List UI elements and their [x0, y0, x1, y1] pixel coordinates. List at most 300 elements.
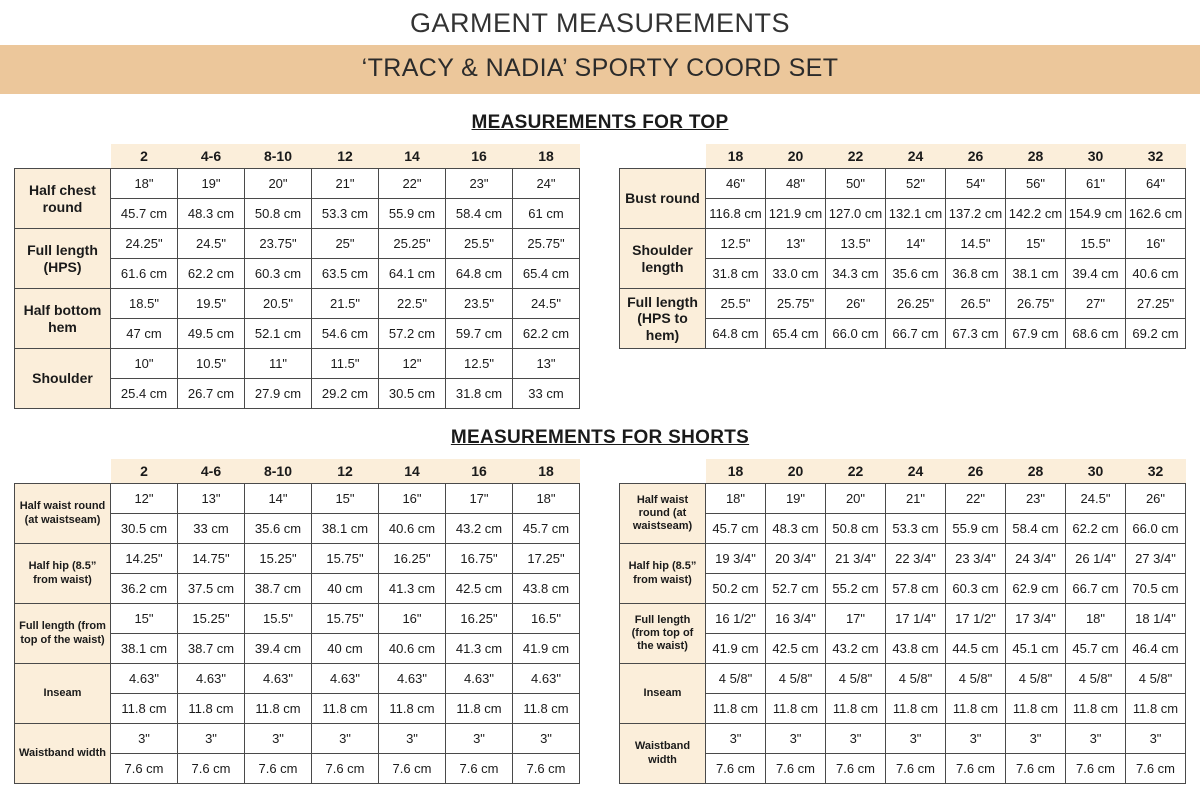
cell-cm: 30.5 cm — [379, 379, 446, 409]
cell-inches: 4 5/8" — [946, 664, 1006, 694]
row-label: Half hip (8.5” from waist) — [15, 544, 111, 604]
cell-cm: 33 cm — [178, 514, 245, 544]
cell-cm: 55.9 cm — [946, 514, 1006, 544]
size-header-16: 16 — [446, 144, 513, 169]
cell-cm: 66.0 cm — [826, 319, 886, 349]
cell-cm: 11.8 cm — [886, 694, 946, 724]
cell-cm: 40.6 cm — [1126, 259, 1186, 289]
cell-inches: 16" — [379, 604, 446, 634]
cell-inches: 22.5" — [379, 289, 446, 319]
cell-inches: 4.63" — [312, 664, 379, 694]
cell-cm: 52.7 cm — [766, 574, 826, 604]
cell-cm: 50.8 cm — [826, 514, 886, 544]
cell-cm: 53.3 cm — [312, 199, 379, 229]
cell-inches: 15.5" — [245, 604, 312, 634]
cell-cm: 25.4 cm — [111, 379, 178, 409]
cell-cm: 57.8 cm — [886, 574, 946, 604]
cell-cm: 33 cm — [513, 379, 580, 409]
cell-cm: 11.8 cm — [766, 694, 826, 724]
size-header-18: 18 — [513, 144, 580, 169]
cell-cm: 64.8 cm — [706, 319, 766, 349]
cell-inches: 52" — [886, 169, 946, 199]
cell-cm: 42.5 cm — [766, 634, 826, 664]
cell-inches: 3" — [1006, 724, 1066, 754]
cell-cm: 62.9 cm — [1006, 574, 1066, 604]
cell-cm: 49.5 cm — [178, 319, 245, 349]
cell-cm: 7.6 cm — [111, 754, 178, 784]
table-row — [15, 544, 580, 574]
size-header-8-10: 8-10 — [245, 144, 312, 169]
cell-cm: 31.8 cm — [446, 379, 513, 409]
cell-inches: 14.25" — [111, 544, 178, 574]
cell-cm: 52.1 cm — [245, 319, 312, 349]
cell-inches: 15.5" — [1066, 229, 1126, 259]
size-header-row — [15, 459, 580, 484]
cell-inches: 16" — [1126, 229, 1186, 259]
cell-inches: 23.75" — [245, 229, 312, 259]
cell-cm: 59.7 cm — [446, 319, 513, 349]
cell-inches: 4 5/8" — [886, 664, 946, 694]
size-header-32: 32 — [1126, 144, 1186, 169]
cell-inches: 18" — [1066, 604, 1126, 634]
cell-inches: 19 3/4" — [706, 544, 766, 574]
section-heading-shorts: MEASUREMENTS FOR SHORTS — [450, 427, 750, 448]
row-label: Full length (HPS to hem) — [620, 289, 706, 349]
size-header-26: 26 — [946, 459, 1006, 484]
table-row — [620, 169, 1186, 199]
cell-cm: 69.2 cm — [1126, 319, 1186, 349]
cell-cm: 70.5 cm — [1126, 574, 1186, 604]
cell-cm: 66.7 cm — [886, 319, 946, 349]
cell-cm: 60.3 cm — [245, 259, 312, 289]
cell-cm: 45.1 cm — [1006, 634, 1066, 664]
cell-cm: 7.6 cm — [766, 754, 826, 784]
cell-cm: 11.8 cm — [1066, 694, 1126, 724]
top-left-table-wrapper — [14, 144, 580, 409]
cell-cm: 40 cm — [312, 634, 379, 664]
cell-cm: 11.8 cm — [379, 694, 446, 724]
cell-cm: 7.6 cm — [886, 754, 946, 784]
shorts-measurements-table-small-sizes — [14, 459, 580, 784]
cell-inches: 4 5/8" — [826, 664, 886, 694]
cell-inches: 17" — [826, 604, 886, 634]
cell-inches: 27" — [1066, 289, 1126, 319]
cell-inches: 4 5/8" — [1126, 664, 1186, 694]
cell-inches: 12.5" — [706, 229, 766, 259]
cell-cm: 11.8 cm — [1126, 694, 1186, 724]
table-row — [620, 604, 1186, 634]
cell-inches: 16" — [379, 484, 446, 514]
row-label: Half waist round (at waistseam) — [620, 484, 706, 544]
cell-inches: 64" — [1126, 169, 1186, 199]
cell-cm: 7.6 cm — [1066, 754, 1126, 784]
cell-inches: 16.25" — [379, 544, 446, 574]
cell-cm: 55.2 cm — [826, 574, 886, 604]
cell-inches: 14" — [886, 229, 946, 259]
row-label: Waistband width — [620, 724, 706, 784]
cell-cm: 62.2 cm — [1066, 514, 1126, 544]
cell-inches: 24.25" — [111, 229, 178, 259]
cell-inches: 13" — [766, 229, 826, 259]
cell-cm: 67.9 cm — [1006, 319, 1066, 349]
cell-inches: 4 5/8" — [1006, 664, 1066, 694]
cell-cm: 44.5 cm — [946, 634, 1006, 664]
size-header-2: 2 — [111, 459, 178, 484]
cell-inches: 4.63" — [513, 664, 580, 694]
cell-inches: 61" — [1066, 169, 1126, 199]
cell-cm: 27.9 cm — [245, 379, 312, 409]
cell-cm: 11.8 cm — [826, 694, 886, 724]
cell-cm: 7.6 cm — [1126, 754, 1186, 784]
cell-inches: 4 5/8" — [1066, 664, 1126, 694]
table-row — [15, 349, 580, 379]
cell-inches: 18" — [513, 484, 580, 514]
size-header-2: 2 — [111, 144, 178, 169]
cell-inches: 24.5" — [513, 289, 580, 319]
cell-inches: 20 3/4" — [766, 544, 826, 574]
cell-inches: 3" — [446, 724, 513, 754]
header-spacer — [15, 144, 111, 169]
table-row — [15, 724, 580, 754]
cell-inches: 25.25" — [379, 229, 446, 259]
top-right-table-wrapper — [619, 144, 1186, 409]
cell-cm: 30.5 cm — [111, 514, 178, 544]
cell-inches: 15" — [111, 604, 178, 634]
cell-inches: 23" — [1006, 484, 1066, 514]
table-row — [15, 229, 580, 259]
cell-inches: 3" — [111, 724, 178, 754]
cell-cm: 45.7 cm — [513, 514, 580, 544]
cell-cm: 43.8 cm — [886, 634, 946, 664]
cell-inches: 21" — [886, 484, 946, 514]
cell-cm: 50.2 cm — [706, 574, 766, 604]
cell-inches: 22" — [379, 169, 446, 199]
top-measurements-table-plus-sizes — [619, 144, 1186, 349]
cell-inches: 3" — [245, 724, 312, 754]
size-header-30: 30 — [1066, 459, 1126, 484]
cell-cm: 62.2 cm — [513, 319, 580, 349]
page-title: GARMENT MEASUREMENTS — [409, 8, 791, 38]
cell-inches: 3" — [1066, 724, 1126, 754]
shorts-right-table-wrapper — [619, 459, 1186, 784]
cell-inches: 15" — [1006, 229, 1066, 259]
cell-inches: 4 5/8" — [766, 664, 826, 694]
size-header-24: 24 — [886, 144, 946, 169]
cell-cm: 47 cm — [111, 319, 178, 349]
cell-inches: 4.63" — [379, 664, 446, 694]
top-measurements-table-small-sizes — [14, 144, 580, 409]
cell-cm: 38.1 cm — [111, 634, 178, 664]
cell-cm: 116.8 cm — [706, 199, 766, 229]
header-spacer — [620, 459, 706, 484]
cell-inches: 19" — [766, 484, 826, 514]
size-header-18: 18 — [706, 144, 766, 169]
cell-cm: 53.3 cm — [886, 514, 946, 544]
cell-inches: 22 3/4" — [886, 544, 946, 574]
cell-inches: 26" — [1126, 484, 1186, 514]
cell-inches: 15.25" — [245, 544, 312, 574]
cell-cm: 65.4 cm — [766, 319, 826, 349]
cell-cm: 61.6 cm — [111, 259, 178, 289]
cell-inches: 3" — [513, 724, 580, 754]
cell-cm: 43.2 cm — [826, 634, 886, 664]
cell-inches: 17" — [446, 484, 513, 514]
cell-inches: 17 1/2" — [946, 604, 1006, 634]
cell-cm: 65.4 cm — [513, 259, 580, 289]
cell-cm: 11.8 cm — [513, 694, 580, 724]
size-header-4-6: 4-6 — [178, 459, 245, 484]
size-header-24: 24 — [886, 459, 946, 484]
size-header-32: 32 — [1126, 459, 1186, 484]
cell-cm: 63.5 cm — [312, 259, 379, 289]
cell-inches: 25.5" — [446, 229, 513, 259]
header-spacer — [620, 144, 706, 169]
cell-cm: 11.8 cm — [706, 694, 766, 724]
row-label: Full length (from top of the waist) — [620, 604, 706, 664]
cell-inches: 3" — [886, 724, 946, 754]
table-row — [620, 544, 1186, 574]
cell-cm: 11.8 cm — [946, 694, 1006, 724]
row-label: Inseam — [620, 664, 706, 724]
cell-inches: 4.63" — [111, 664, 178, 694]
cell-cm: 7.6 cm — [178, 754, 245, 784]
table-row — [620, 229, 1186, 259]
cell-cm: 58.4 cm — [1006, 514, 1066, 544]
cell-inches: 15" — [312, 484, 379, 514]
cell-cm: 54.6 cm — [312, 319, 379, 349]
cell-cm: 137.2 cm — [946, 199, 1006, 229]
table-row — [620, 289, 1186, 319]
cell-cm: 40 cm — [312, 574, 379, 604]
cell-cm: 45.7 cm — [1066, 634, 1126, 664]
cell-inches: 26.25" — [886, 289, 946, 319]
cell-cm: 60.3 cm — [946, 574, 1006, 604]
cell-inches: 15.75" — [312, 544, 379, 574]
size-header-18: 18 — [706, 459, 766, 484]
cell-cm: 11.8 cm — [111, 694, 178, 724]
size-header-20: 20 — [766, 459, 826, 484]
cell-cm: 11.8 cm — [1006, 694, 1066, 724]
cell-inches: 25.75" — [766, 289, 826, 319]
cell-inches: 3" — [379, 724, 446, 754]
cell-cm: 37.5 cm — [178, 574, 245, 604]
cell-cm: 7.6 cm — [245, 754, 312, 784]
cell-cm: 7.6 cm — [826, 754, 886, 784]
cell-cm: 50.8 cm — [245, 199, 312, 229]
cell-inches: 12" — [111, 484, 178, 514]
table-row — [15, 289, 580, 319]
cell-cm: 43.8 cm — [513, 574, 580, 604]
cell-inches: 16 3/4" — [766, 604, 826, 634]
cell-cm: 41.3 cm — [446, 634, 513, 664]
cell-inches: 11" — [245, 349, 312, 379]
cell-cm: 41.3 cm — [379, 574, 446, 604]
cell-inches: 26.5" — [946, 289, 1006, 319]
cell-cm: 31.8 cm — [706, 259, 766, 289]
cell-cm: 42.5 cm — [446, 574, 513, 604]
cell-inches: 3" — [1126, 724, 1186, 754]
cell-cm: 38.1 cm — [312, 514, 379, 544]
cell-cm: 66.0 cm — [1126, 514, 1186, 544]
cell-cm: 46.4 cm — [1126, 634, 1186, 664]
cell-cm: 29.2 cm — [312, 379, 379, 409]
cell-cm: 57.2 cm — [379, 319, 446, 349]
cell-cm: 43.2 cm — [446, 514, 513, 544]
cell-inches: 14.75" — [178, 544, 245, 574]
cell-inches: 3" — [766, 724, 826, 754]
cell-cm: 39.4 cm — [245, 634, 312, 664]
cell-inches: 13" — [178, 484, 245, 514]
table-row — [15, 604, 580, 634]
table-row — [620, 664, 1186, 694]
shorts-measurements-table-plus-sizes — [619, 459, 1186, 784]
row-label: Inseam — [15, 664, 111, 724]
cell-inches: 3" — [178, 724, 245, 754]
cell-inches: 17.25" — [513, 544, 580, 574]
cell-cm: 68.6 cm — [1066, 319, 1126, 349]
cell-cm: 67.3 cm — [946, 319, 1006, 349]
table-row — [15, 484, 580, 514]
cell-cm: 34.3 cm — [826, 259, 886, 289]
section-heading-top: MEASUREMENTS FOR TOP — [471, 112, 729, 133]
cell-inches: 3" — [312, 724, 379, 754]
cell-cm: 127.0 cm — [826, 199, 886, 229]
cell-inches: 17 1/4" — [886, 604, 946, 634]
cell-inches: 3" — [946, 724, 1006, 754]
cell-inches: 46" — [706, 169, 766, 199]
cell-inches: 23" — [446, 169, 513, 199]
cell-cm: 11.8 cm — [312, 694, 379, 724]
cell-inches: 4.63" — [245, 664, 312, 694]
cell-inches: 24.5" — [178, 229, 245, 259]
cell-inches: 4 5/8" — [706, 664, 766, 694]
cell-inches: 16.25" — [446, 604, 513, 634]
cell-cm: 45.7 cm — [706, 514, 766, 544]
cell-cm: 35.6 cm — [886, 259, 946, 289]
cell-inches: 24.5" — [1066, 484, 1126, 514]
cell-cm: 40.6 cm — [379, 634, 446, 664]
cell-inches: 15.75" — [312, 604, 379, 634]
cell-inches: 19.5" — [178, 289, 245, 319]
row-label: Half chest round — [15, 169, 111, 229]
cell-cm: 33.0 cm — [766, 259, 826, 289]
cell-cm: 62.2 cm — [178, 259, 245, 289]
cell-inches: 18 1/4" — [1126, 604, 1186, 634]
top-tables-row — [0, 144, 1200, 409]
size-header-row — [620, 459, 1186, 484]
size-header-22: 22 — [826, 144, 886, 169]
cell-cm: 26.7 cm — [178, 379, 245, 409]
cell-inches: 26" — [826, 289, 886, 319]
cell-inches: 4.63" — [446, 664, 513, 694]
cell-cm: 66.7 cm — [1066, 574, 1126, 604]
cell-cm: 45.7 cm — [111, 199, 178, 229]
cell-inches: 50" — [826, 169, 886, 199]
cell-cm: 154.9 cm — [1066, 199, 1126, 229]
size-header-26: 26 — [946, 144, 1006, 169]
cell-inches: 11.5" — [312, 349, 379, 379]
size-header-28: 28 — [1006, 144, 1066, 169]
row-label: Shoulder — [15, 349, 111, 409]
size-header-20: 20 — [766, 144, 826, 169]
row-label: Full length (HPS) — [15, 229, 111, 289]
size-header-row — [15, 144, 580, 169]
cell-cm: 7.6 cm — [706, 754, 766, 784]
size-header-8-10: 8-10 — [245, 459, 312, 484]
cell-cm: 162.6 cm — [1126, 199, 1186, 229]
cell-cm: 55.9 cm — [379, 199, 446, 229]
cell-cm: 41.9 cm — [706, 634, 766, 664]
cell-inches: 14" — [245, 484, 312, 514]
cell-inches: 26.75" — [1006, 289, 1066, 319]
cell-cm: 64.1 cm — [379, 259, 446, 289]
cell-inches: 3" — [826, 724, 886, 754]
cell-inches: 3" — [706, 724, 766, 754]
cell-inches: 10" — [111, 349, 178, 379]
cell-cm: 7.6 cm — [446, 754, 513, 784]
row-label: Bust round — [620, 169, 706, 229]
cell-inches: 20" — [245, 169, 312, 199]
row-label: Half waist round (at waistseam) — [15, 484, 111, 544]
cell-inches: 27 3/4" — [1126, 544, 1186, 574]
cell-cm: 7.6 cm — [312, 754, 379, 784]
table-row — [15, 664, 580, 694]
cell-inches: 16.75" — [446, 544, 513, 574]
cell-inches: 16 1/2" — [706, 604, 766, 634]
cell-inches: 25.75" — [513, 229, 580, 259]
cell-inches: 56" — [1006, 169, 1066, 199]
cell-cm: 11.8 cm — [178, 694, 245, 724]
cell-cm: 36.8 cm — [946, 259, 1006, 289]
cell-inches: 12.5" — [446, 349, 513, 379]
cell-cm: 40.6 cm — [379, 514, 446, 544]
cell-inches: 14.5" — [946, 229, 1006, 259]
size-header-12: 12 — [312, 144, 379, 169]
size-header-12: 12 — [312, 459, 379, 484]
cell-inches: 18.5" — [111, 289, 178, 319]
cell-inches: 13.5" — [826, 229, 886, 259]
cell-inches: 25" — [312, 229, 379, 259]
cell-cm: 58.4 cm — [446, 199, 513, 229]
row-label: Waistband width — [15, 724, 111, 784]
cell-inches: 21.5" — [312, 289, 379, 319]
header-spacer — [15, 459, 111, 484]
cell-cm: 132.1 cm — [886, 199, 946, 229]
cell-cm: 7.6 cm — [946, 754, 1006, 784]
row-label: Half bottom hem — [15, 289, 111, 349]
cell-inches: 15.25" — [178, 604, 245, 634]
cell-cm: 142.2 cm — [1006, 199, 1066, 229]
cell-inches: 18" — [706, 484, 766, 514]
cell-inches: 13" — [513, 349, 580, 379]
cell-inches: 23.5" — [446, 289, 513, 319]
size-header-22: 22 — [826, 459, 886, 484]
cell-inches: 17 3/4" — [1006, 604, 1066, 634]
cell-cm: 48.3 cm — [766, 514, 826, 544]
cell-cm: 11.8 cm — [446, 694, 513, 724]
size-header-28: 28 — [1006, 459, 1066, 484]
cell-inches: 54" — [946, 169, 1006, 199]
size-header-14: 14 — [379, 144, 446, 169]
cell-inches: 23 3/4" — [946, 544, 1006, 574]
cell-cm: 11.8 cm — [245, 694, 312, 724]
shorts-tables-row — [0, 459, 1200, 784]
cell-inches: 24 3/4" — [1006, 544, 1066, 574]
cell-cm: 64.8 cm — [446, 259, 513, 289]
cell-cm: 48.3 cm — [178, 199, 245, 229]
cell-inches: 21 3/4" — [826, 544, 886, 574]
cell-inches: 18" — [111, 169, 178, 199]
